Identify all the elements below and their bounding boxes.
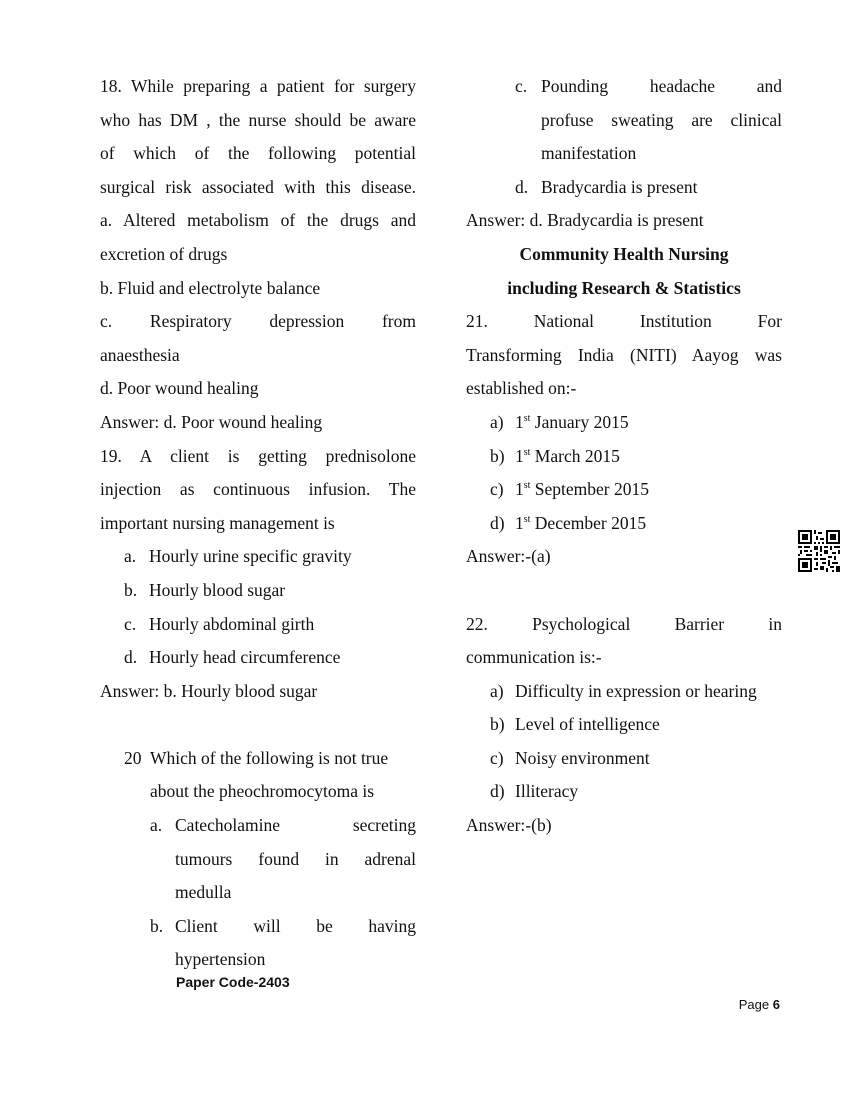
- option-continuation: [466, 104, 782, 138]
- option-a-line: a. Altered metabolism of the drugs and: [100, 210, 416, 231]
- spacer: [466, 574, 782, 608]
- option: [466, 473, 782, 507]
- option: [466, 440, 782, 474]
- page-number: [739, 997, 780, 1012]
- option-continuation: [100, 843, 416, 877]
- question-text-line: important nursing management is: [100, 512, 335, 533]
- option-label: c.: [515, 76, 528, 96]
- question-21: [466, 305, 782, 574]
- paper-code: Paper Code-2403: [176, 974, 290, 990]
- answer: Answer: d. Bradycardia is present: [466, 210, 704, 231]
- option: [466, 507, 782, 541]
- question-text: about the pheochromocytoma is: [150, 781, 375, 802]
- answer: Answer: d. Poor wound healing: [100, 411, 323, 432]
- left-column: [100, 70, 416, 977]
- option-text: Hourly head circumference: [149, 647, 341, 668]
- ordinal-number: 1: [515, 411, 524, 432]
- ordinal-number: 1: [515, 512, 524, 533]
- question-text-line: [100, 742, 416, 776]
- question-text-line: injection as continuous infusion. The: [100, 479, 416, 500]
- option: [466, 70, 782, 104]
- option-label: d.: [124, 647, 138, 668]
- option-continuation: [100, 943, 416, 977]
- question-text: Which of the following is not true: [150, 747, 389, 768]
- option: [100, 574, 416, 608]
- option-text: [515, 473, 782, 507]
- option: [466, 742, 782, 776]
- question-22: [466, 608, 782, 843]
- answer: Answer: b. Hourly blood sugar: [100, 680, 318, 701]
- date-text: September 2015: [530, 479, 650, 500]
- spacer: [100, 708, 416, 742]
- option: [466, 675, 782, 709]
- option: [466, 171, 782, 205]
- option-label: b): [490, 714, 505, 735]
- option-text: Level of intelligence: [515, 714, 660, 735]
- option-label: b.: [150, 915, 164, 936]
- question-20: [100, 742, 416, 977]
- option-label: c.: [124, 613, 137, 634]
- question-text-line: Transforming India (NITI) Aayog was: [466, 344, 782, 365]
- option-b: b. Fluid and electrolyte balance: [100, 277, 321, 298]
- option-text: [515, 507, 782, 541]
- option-text: Hourly abdominal girth: [149, 613, 315, 634]
- date-text: December 2015: [530, 512, 647, 533]
- option-label: c): [490, 747, 504, 768]
- option-text: Illiteracy: [515, 781, 579, 802]
- option-label: c): [490, 479, 504, 500]
- option-text: Client will be having: [175, 915, 416, 936]
- option-text: medulla: [175, 882, 232, 903]
- page-number-value: 6: [772, 997, 780, 1012]
- option-text: profuse sweating are clinical: [541, 109, 782, 130]
- answer: Answer:-(a): [466, 546, 551, 567]
- question-text-line: of which of the following potential: [100, 143, 416, 164]
- option-text: Bradycardia is present: [541, 176, 698, 197]
- option: [100, 608, 416, 642]
- question-19: [100, 440, 416, 709]
- answer: Answer:-(b): [466, 815, 552, 836]
- option-label: a): [490, 411, 504, 432]
- question-text-line: communication is:-: [466, 647, 602, 668]
- question-text-line: 22. Psychological Barrier in: [466, 613, 782, 634]
- option-text: Pounding headache and: [541, 76, 782, 96]
- option-text: Catecholamine secreting: [175, 815, 416, 836]
- ordinal-number: 1: [515, 445, 524, 466]
- option-label: b.: [124, 579, 138, 600]
- date-text: January 2015: [530, 411, 629, 432]
- option: [466, 775, 782, 809]
- ordinal-number: 1: [515, 479, 524, 500]
- option-text: [515, 440, 782, 474]
- question-18: [100, 70, 416, 440]
- section-heading-line: including Research & Statistics: [507, 277, 741, 298]
- option-continuation: [466, 137, 782, 171]
- question-text-line: [100, 775, 416, 809]
- option: [100, 910, 416, 944]
- option-label: a.: [150, 815, 163, 836]
- option-d: d. Poor wound healing: [100, 378, 259, 399]
- option: [100, 809, 416, 843]
- option-label: b): [490, 445, 505, 466]
- option-c-line: c. Respiratory depression from: [100, 311, 416, 332]
- question-number: 20: [124, 747, 142, 768]
- option-text: tumours found in adrenal: [175, 848, 416, 869]
- ordinal-suffix: st: [523, 412, 531, 424]
- qr-code-icon: [798, 530, 840, 572]
- option-text: [515, 406, 782, 440]
- date-text: March 2015: [530, 445, 620, 466]
- ordinal-suffix: st: [523, 513, 531, 525]
- option-label: d): [490, 781, 505, 802]
- option-c-line: anaesthesia: [100, 344, 180, 365]
- page-label: Page: [738, 997, 770, 1012]
- option-label: d.: [515, 176, 529, 197]
- ordinal-suffix: st: [523, 480, 531, 492]
- option: [466, 708, 782, 742]
- option-label: a): [490, 680, 504, 701]
- question-text-line: 21. National Institution For: [466, 311, 782, 332]
- option: [100, 641, 416, 675]
- option-label: a.: [124, 546, 137, 567]
- question-text-line: established on:-: [466, 378, 577, 399]
- option-continuation: [100, 876, 416, 910]
- option-text: Hourly blood sugar: [149, 579, 286, 600]
- question-text-line: 19. A client is getting prednisolone: [100, 445, 416, 466]
- option-text: Hourly urine specific gravity: [149, 546, 352, 567]
- option-a-line: excretion of drugs: [100, 243, 228, 264]
- option-text: hypertension: [175, 949, 266, 970]
- option: [100, 540, 416, 574]
- question-20-continued: [466, 70, 782, 238]
- section-heading-line: Community Health Nursing: [519, 243, 729, 264]
- option: [466, 406, 782, 440]
- option-text: Difficulty in expression or hearing: [515, 680, 757, 701]
- option-text: Noisy environment: [515, 747, 650, 768]
- option-label: d): [490, 512, 505, 533]
- ordinal-suffix: st: [523, 446, 531, 458]
- right-column: [466, 70, 782, 843]
- question-text-line: surgical risk associated with this disease.: [100, 176, 416, 197]
- option-text: manifestation: [541, 143, 637, 164]
- question-text-line: who has DM , the nurse should be aware: [100, 109, 416, 130]
- question-text-line: 18. While preparing a patient for surgery: [100, 76, 416, 96]
